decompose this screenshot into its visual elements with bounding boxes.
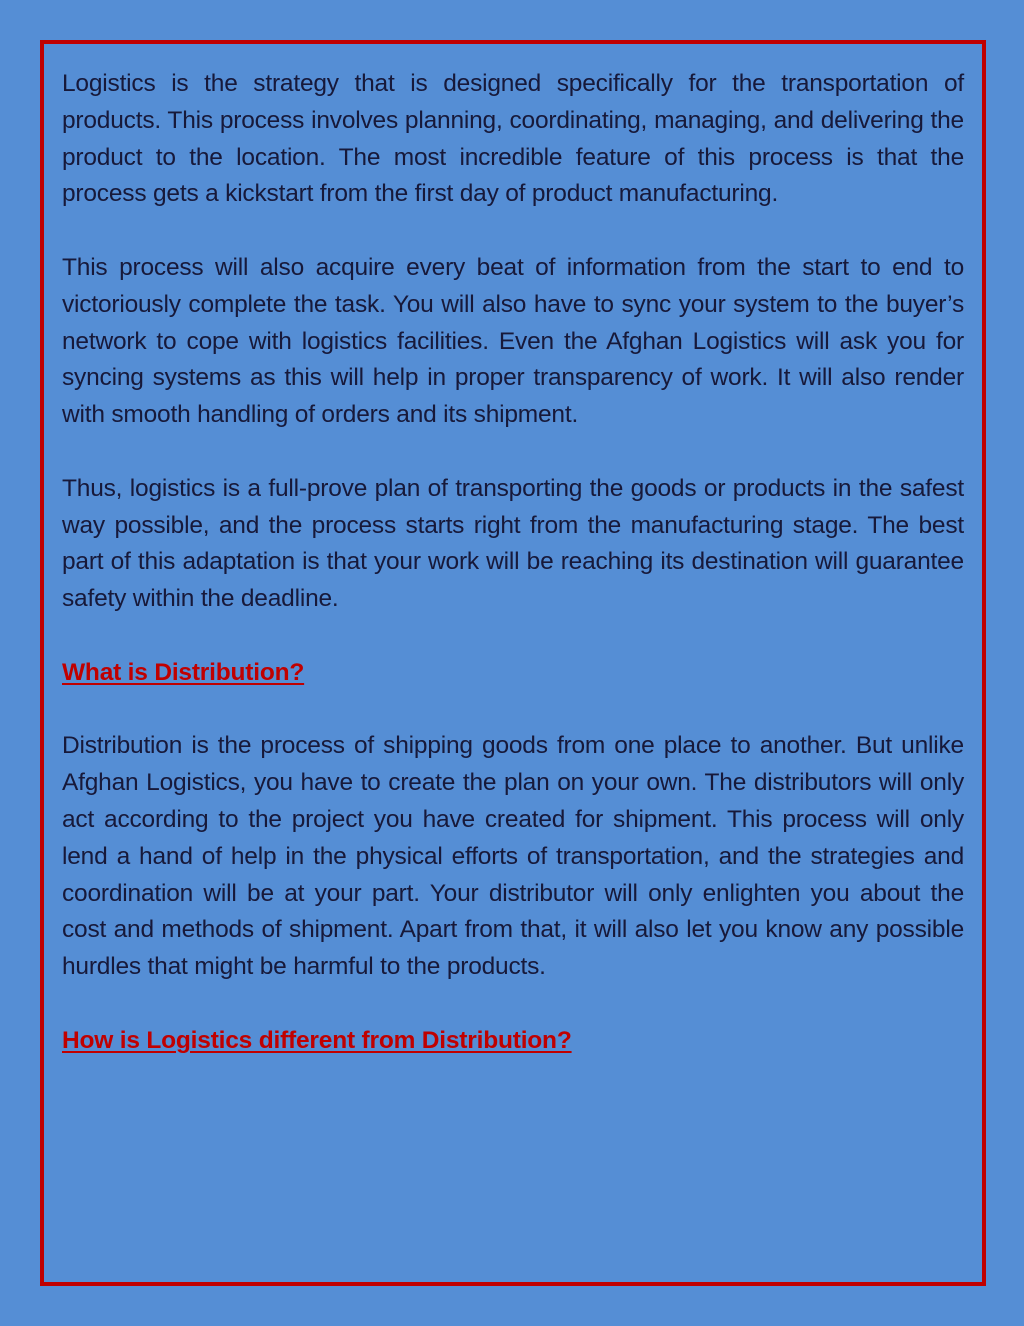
heading-logistics-vs-distribution: How is Logistics different from Distribution? xyxy=(62,1026,572,1054)
paragraph-logistics-summary: Thus, logistics is a full-prove plan of transporting the goods or products in the safest way possible, and the process starts right from the manufacturing stage. The best part of this adaptation is that your work will be reaching its destination will guarantee safety within the deadline. xyxy=(62,474,964,613)
paragraph-logistics-definition: Logistics is the strategy that is designed specifically for the transportation of products. This process involves planning, coordinating, managing, and delivering the product to the location. The most incredible feature of this process is that the process gets a kickstart from the first day of product manufacturing. xyxy=(62,70,964,208)
heading-what-is-distribution: What is Distribution? xyxy=(62,658,305,686)
document-body xyxy=(62,66,964,1060)
paragraph-distribution-definition: Distribution is the process of shipping goods from one place to another. But unlike Afghan Logistics, you have to create the plan on your own. The distributors will only act according to the project you have created for shipment. This process will only lend a hand of help in the physical efforts of transportation, and the strategies and coordination will be at your part. Your distributor will only enlighten you about the cost and methods of shipment. Apart from that, it will also let you know any possible hurdles that might be harmful to the products. xyxy=(62,732,964,981)
paragraph-logistics-information: This process will also acquire every beat of information from the start to end to victoriously complete the task. You will also have to sync your system to the buyer’s network to cope with logistics facilities. Even the Afghan Logistics will ask you for syncing systems as this will help in proper transparency of work. It will also render with smooth handling of orders and its shipment. xyxy=(62,253,964,429)
page-border xyxy=(40,40,986,1286)
